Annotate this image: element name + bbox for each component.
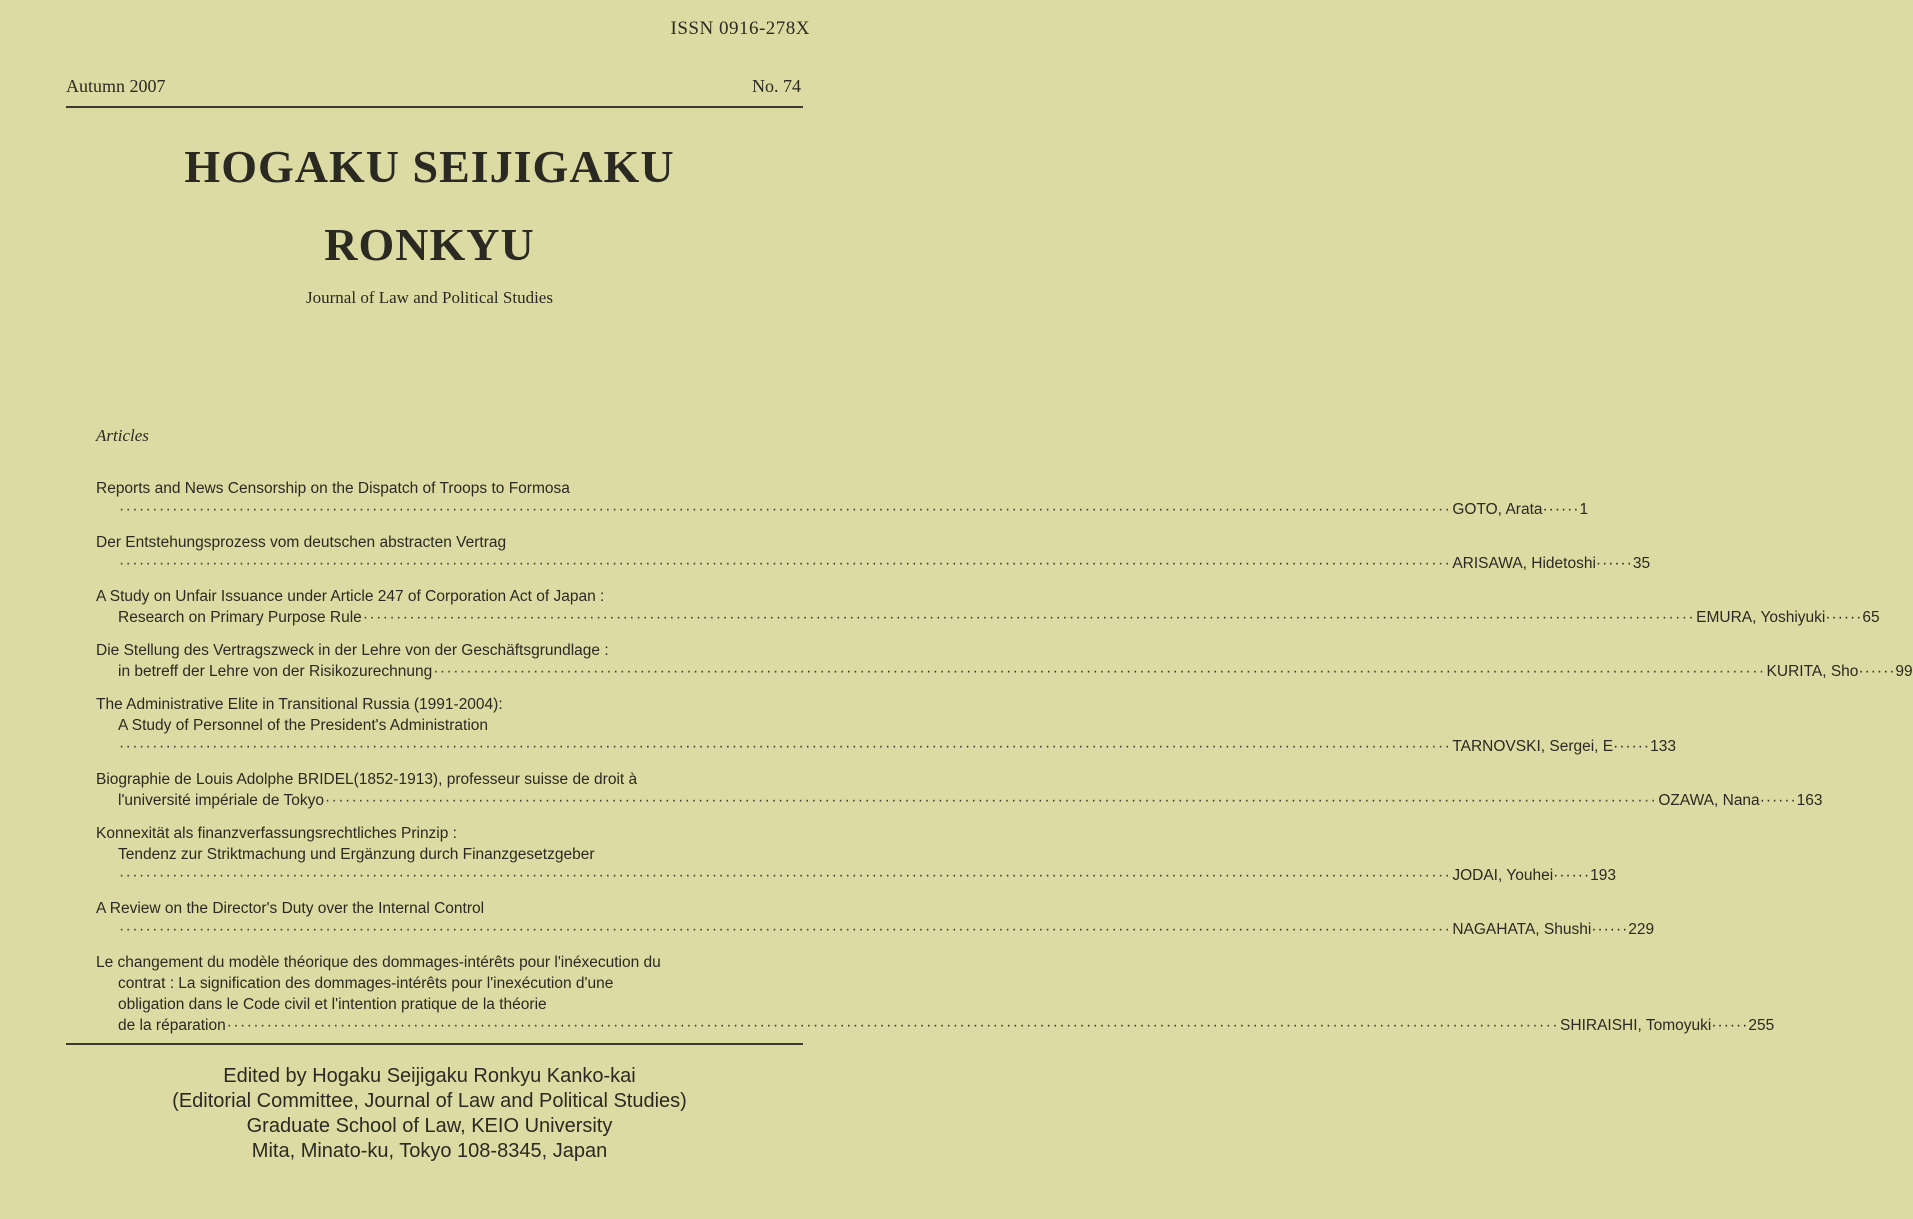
editor-line-1: Edited by Hogaku Seijigaku Ronkyu Kanko-kai [223, 1065, 636, 1087]
toc-entry-title-line: The Administrative Elite in Transitional Russia (1991-2004): [96, 696, 503, 713]
toc-entry [96, 694, 1676, 757]
toc-entry-leader-line [96, 790, 1823, 811]
section-label: Articles [96, 426, 149, 445]
journal-title-line-1: HOGAKU SEIJIGAKU [184, 141, 675, 192]
toc-entry-title-line: A Review on the Director's Duty over the Internal Control [96, 900, 485, 917]
toc-entry-page-number: 65 [1862, 609, 1880, 626]
toc-entry-leader-line [96, 607, 1880, 628]
dot-leader: ········································································································································································································ [226, 1017, 1560, 1034]
dot-leader: ········································································································································································································ [362, 609, 1696, 626]
journal-subtitle: Journal of Law and Political Studies [306, 288, 553, 307]
dot-leader: ········································································································································································································ [119, 501, 1452, 518]
toc-entry-title-line: Le changement du modèle théorique des dommages-intérêts pour l'inéxecution du [96, 954, 661, 971]
toc-entry-page: ······1 [1542, 501, 1589, 518]
toc-entry-title-line: obligation dans le Code civil et l'intention pratique de la théorie [118, 996, 547, 1013]
toc-entry-page-number: 99 [1895, 663, 1913, 680]
toc-entry-author: EMURA, Yoshiyuki [1696, 609, 1826, 626]
toc-entry [96, 586, 1880, 628]
issue-season: Autumn 2007 [66, 76, 166, 96]
toc-entry-title-line: Die Stellung des Vertragszweck in der Lehre von der Geschäftsgrundlage : [96, 642, 609, 659]
toc-entry-page: ······35 [1595, 555, 1651, 572]
toc-entry-title-tail: in betreff der Lehre von der Risikozurechnung [118, 663, 433, 680]
toc-entry-author: ARISAWA, Hidetoshi [1452, 555, 1596, 572]
toc-entry-author: KURITA, Sho [1766, 663, 1859, 680]
toc-entry [96, 532, 1651, 574]
toc-entry [96, 640, 1913, 682]
editor-line-2: (Editorial Committee, Journal of Law and Political Studies) [172, 1090, 687, 1112]
toc-entry-author: OZAWA, Nana [1658, 792, 1760, 809]
toc-entry-leader-line [96, 736, 1676, 757]
toc-entry-title-line: Reports and News Censorship on the Dispatch of Troops to Formosa [96, 480, 570, 497]
editor-block [0, 1064, 859, 1164]
toc-entry-author: TARNOVSKI, Sergei, E [1452, 738, 1614, 755]
toc-entry-page-number: 229 [1628, 921, 1655, 938]
toc-entry-title-line: Konnexität als finanzverfassungsrechtliches Prinzip : [96, 825, 457, 842]
toc-entry-page-number: 1 [1579, 501, 1589, 518]
top-divider [66, 106, 803, 108]
dot-leader: ········································································································································································································ [433, 663, 1766, 680]
editor-line-4: Mita, Minato-ku, Tokyo 108-8345, Japan [251, 1140, 608, 1162]
bottom-divider [66, 1043, 803, 1045]
toc-entry-author: GOTO, Arata [1452, 501, 1543, 518]
toc-entry-page-number: 133 [1650, 738, 1676, 755]
editor-line-3: Graduate School of Law, KEIO University [246, 1115, 613, 1137]
toc-entry-leader-line [96, 919, 1655, 940]
toc-entry-title-line: A Study of Personnel of the President's Administration [118, 717, 489, 734]
toc-entry-title-tail: de la réparation [118, 1017, 226, 1034]
issue-number: No. 74 [752, 76, 801, 96]
toc-entry [96, 823, 1617, 886]
toc-entry-title-line: Der Entstehungsprozess vom deutschen abstracten Vertrag [96, 534, 507, 551]
toc-entry-title-tail: Research on Primary Purpose Rule [118, 609, 362, 626]
toc-entry-leader-line [96, 553, 1651, 574]
toc-entry-title-tail: l'université impériale de Tokyo [118, 792, 324, 809]
toc-entry-leader-line [96, 499, 1589, 520]
toc-entry-page-number: 35 [1632, 555, 1651, 572]
toc-entry-title-line: Tendenz zur Striktmachung und Ergänzung durch Finanzgesetzgeber [118, 846, 595, 863]
toc-entry-author: JODAI, Youhei [1452, 867, 1554, 884]
dot-leader: ········································································································································································································ [325, 792, 1658, 809]
toc-entry-leader-line [96, 1015, 1775, 1036]
dot-leader: ········································································································································································································ [119, 555, 1452, 572]
table-of-contents [96, 478, 1913, 1048]
toc-entry [96, 952, 1775, 1036]
toc-entry [96, 898, 1655, 940]
dot-leader: ········································································································································································································ [119, 867, 1452, 884]
toc-entry-page-number: 163 [1796, 792, 1823, 809]
toc-entry-author: NAGAHATA, Shushi [1452, 921, 1592, 938]
dot-leader: ········································································································································································································ [119, 738, 1452, 755]
toc-entry-page-number: 193 [1590, 867, 1617, 884]
toc-entry [96, 769, 1823, 811]
toc-entry-page: ······65 [1825, 609, 1880, 626]
toc-entry-title-line: Biographie de Louis Adolphe BRIDEL(1852-1913), professeur suisse de droit à [96, 771, 638, 788]
toc-entry-title-line: A Study on Unfair Issuance under Article 247 of Corporation Act of Japan : [96, 588, 605, 605]
toc-entry-page: ······193 [1553, 867, 1617, 884]
toc-entry-page: ······133 [1613, 738, 1676, 755]
toc-entry-page-number: 255 [1748, 1017, 1775, 1034]
dot-leader: ········································································································································································································ [119, 921, 1452, 938]
toc-entry-author: SHIRAISHI, Tomoyuki [1560, 1017, 1712, 1034]
toc-entry-leader-line [96, 865, 1617, 886]
journal-title-line-2: RONKYU [324, 219, 535, 270]
toc-entry-page: ······229 [1591, 921, 1655, 938]
toc-entry [96, 478, 1589, 520]
toc-entry-leader-line [96, 661, 1913, 682]
toc-entry-title-line: contrat : La signification des dommages-intérêts pour l'inexécution d'une [118, 975, 614, 992]
toc-entry-page: ······99 [1858, 663, 1913, 680]
toc-entry-page: ······255 [1711, 1017, 1775, 1034]
issn-number: ISSN 0916-278X [670, 18, 810, 39]
toc-entry-page: ······163 [1759, 792, 1823, 809]
